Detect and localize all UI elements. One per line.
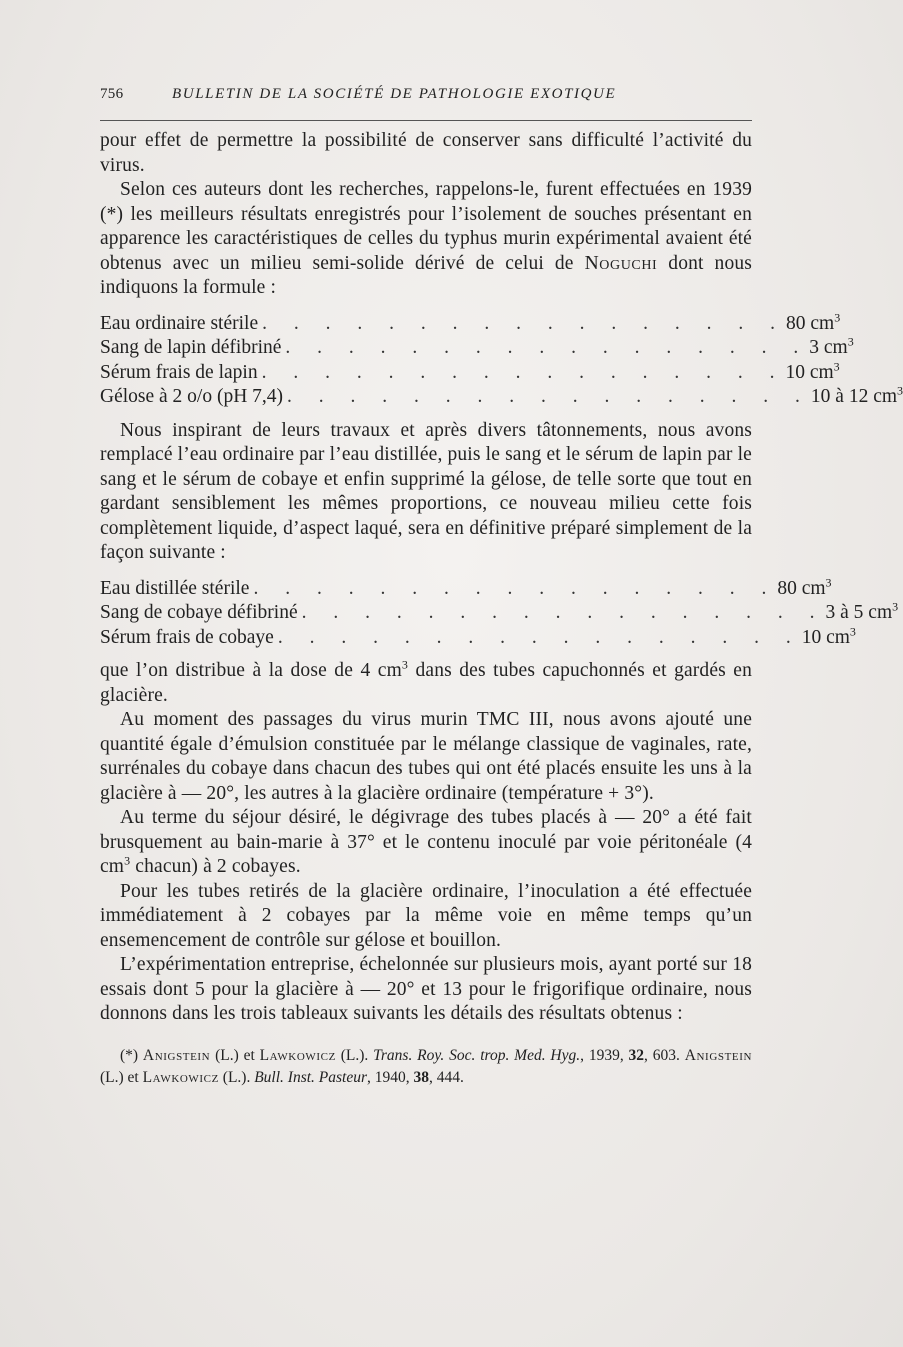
ingredient-quantity: 80 $cm^3$ bbox=[785, 310, 841, 334]
footnote-marker: (*) bbox=[120, 1046, 139, 1064]
dot-leader: . . . . . . . . . . . . . . . . . bbox=[277, 626, 802, 648]
recipe-row bbox=[100, 383, 903, 410]
paragraph-4: que l’on distribue à la dose de 4 $cm^3$ dans des tubes capuchonnés et gardés en glacière. bbox=[100, 657, 753, 706]
paragraph-3: Nous inspirant de leurs travaux et après divers tâtonnements, nous avons remplacé l’eau ordinaire par l’eau distillée, puis le sang et le sérum de lapin par le sang et le sérum de cobaye et enfin supprimé la gélose, de telle sorte que tout en gardant sensiblement les mêmes proportions, ce nouveau milieu cette fois complètement liquide, d’aspect laqué, sera en définitive préparé simplement de la façon suivante : bbox=[100, 419, 752, 563]
paragraph-2-text: Selon ces auteurs dont les recherches, rappelons-le, furent effectuées en 1939 (*) les meilleurs résultats enregistrés pour l’isolement de souches présentant en apparence les caractéristiques de celles du typhus murin expérimental avaient été obtenus avec un milieu semi-solide dérivé de celui de bbox=[100, 179, 752, 274]
ingredient-quantity: 10 $cm^3$ bbox=[785, 359, 840, 383]
paragraph-2-text-end: dont nous indiquons la formule : bbox=[100, 252, 752, 298]
footnote: (*) Anigstein (L.) et Lawkowicz (L.). Trans. Roy. Soc. trop. Med. Hyg., 1939, 32, 603. Anigstein (L.) et Lawkowicz (L.). Bull. Inst. Pasteur, 1940, 38, 444. bbox=[100, 1046, 753, 1086]
paragraph-8: L’expérimentation entreprise, échelonnée sur plusieurs mois, ayant porté sur 18 essais dont 5 pour la glacière à — 20° et 13 pour le frigorifique ordinaire, nous donnons dans les trois tableaux suivants les détails des résultats obtenus : bbox=[100, 954, 752, 1024]
dot-leader: . . . . . . . . . . . . . . . . . bbox=[301, 602, 826, 623]
recipe-row bbox=[100, 359, 840, 386]
paragraph-2 bbox=[100, 178, 752, 301]
recipe-table-2 bbox=[100, 575, 899, 651]
dot-leader: . . . . . . . . . . . . . . . . . bbox=[285, 337, 810, 358]
page bbox=[100, 86, 903, 1104]
ingredient-quantity: 10 $cm^3$ bbox=[801, 624, 856, 648]
running-header bbox=[100, 86, 752, 112]
paragraph-1: pour effet de permettre la possibilité de conserver sans difficulté l’activité du virus. bbox=[100, 130, 752, 176]
dot-leader: . . . . . . . . . . . . . . . . . bbox=[287, 386, 811, 407]
ingredient-quantity: 80 $cm^3$ bbox=[777, 575, 832, 599]
ingredient-quantity: 3 à 5 $cm^3$ bbox=[825, 599, 899, 623]
recipe-table-1 bbox=[100, 310, 903, 410]
author-name-noguchi: Noguchi bbox=[584, 252, 658, 274]
recipe-row bbox=[100, 310, 841, 337]
recipe-row bbox=[100, 575, 832, 602]
journal-title: BULLETIN DE LA SOCIÉTÉ DE PATHOLOGIE EXOTIQUE bbox=[172, 86, 617, 102]
header-rule bbox=[100, 120, 752, 121]
dot-leader: . . . . . . . . . . . . . . . . . bbox=[253, 577, 778, 599]
recipe-row bbox=[100, 334, 854, 361]
paragraph-7: Pour les tubes retirés de la glacière ordinaire, l’inoculation a été effectuée immédiatement à 2 cobayes par la même voie en même temps qu’un ensemencement de contrôle sur gélose et bouillon. bbox=[100, 880, 752, 951]
paragraph-5: Au moment des passages du virus murin TMC III, nous avons ajouté une quantité égale d’émulsion constituée par le mélange classique de vaginales, rate, surrénales du cobaye dans chacun des tubes qui ont été placés ensuite les uns à la glacière à — 20°, les autres à la glacière ordinaire (température + 3°). bbox=[100, 709, 752, 804]
dot-leader: . . . . . . . . . . . . . . . . . bbox=[262, 312, 786, 334]
ingredient-name: Eau ordinaire stérile bbox=[100, 312, 259, 334]
ingredient-name: Gélose à 2 o/o (pH 7,4) bbox=[100, 386, 284, 407]
ingredient-name: Sérum frais de cobaye bbox=[100, 626, 274, 648]
recipe-row bbox=[100, 599, 899, 626]
ingredient-quantity: 3 $cm^3$ bbox=[809, 334, 854, 358]
ingredient-name: Sérum frais de lapin bbox=[100, 361, 258, 383]
ingredient-name: Sang de cobaye défibriné bbox=[100, 602, 298, 623]
dot-leader: . . . . . . . . . . . . . . . . . bbox=[261, 361, 786, 383]
ingredient-quantity: 10 à 12 $cm^3$ bbox=[810, 383, 903, 407]
paragraph-6: Au terme du séjour désiré, le dégivrage des tubes placés à — 20° a été fait brusquement au bain-marie à 37° et le contenu inoculé par voie péritonéale (4 $cm^3$ chacun) à 2 cobayes. bbox=[100, 807, 752, 877]
recipe-row bbox=[100, 624, 856, 651]
ingredient-name: Sang de lapin défibriné bbox=[100, 337, 282, 358]
page-number: 756 bbox=[100, 86, 124, 102]
ingredient-name: Eau distillée stérile bbox=[100, 577, 250, 599]
